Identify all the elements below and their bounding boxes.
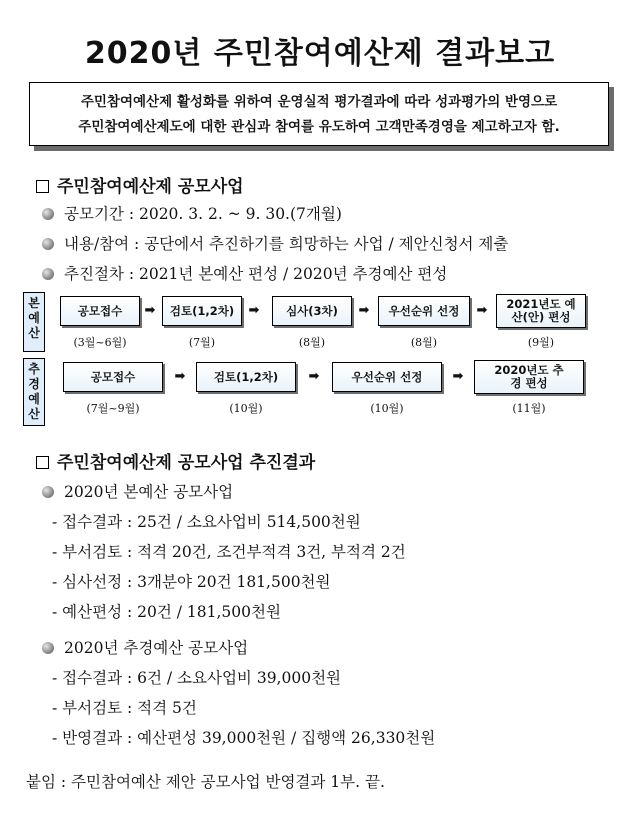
list-item: - 반영결과 : 예산편성 39,000천원 / 집행액 26,330천원 <box>52 729 436 747</box>
attachment-note: 붙임 : 주민참여예산 제안 공모사업 반영결과 1부. 끝. <box>26 773 385 791</box>
list-item: - 부서검토 : 적격 20건, 조건부적격 3건, 부적격 2건 <box>52 543 406 561</box>
flow-period: (3월~6월) <box>73 336 127 349</box>
list-item: - 예산편성 : 20건 / 181,500천원 <box>52 603 281 621</box>
list-item: - 접수결과 : 25건 / 소요사업비 514,500천원 <box>52 513 361 531</box>
bullet-text: 공모기간 : 2020. 3. 2. ~ 9. 30.(7개월) <box>64 205 342 223</box>
flow-step-label: 공모접수 <box>90 369 136 384</box>
flow-step <box>332 362 442 392</box>
summary-line-2: 주민참여예산제도에 대한 관심과 참여를 유도하여 고객만족경영을 제고하고자 함. <box>78 119 560 135</box>
bullet-item <box>42 636 248 658</box>
flow-period: (8월) <box>410 336 438 349</box>
flow-period: (10월) <box>370 402 404 415</box>
bullet-dot-icon <box>42 486 54 498</box>
flow-step-label: 2021년도 예산(안) 편성 <box>506 297 576 324</box>
page-title: 2020년 주민참여예산제 결과보고 <box>84 36 556 71</box>
bullet-dot-icon <box>42 238 54 250</box>
flow-step <box>63 362 163 392</box>
flow-period: (11월) <box>512 402 546 415</box>
flow-step <box>196 362 296 392</box>
arrow-right-icon: ➡ <box>358 303 370 318</box>
flow-step-label: 검토(1,2차) <box>169 303 235 318</box>
bullet-text: 2020년 본예산 공모사업 <box>64 483 234 501</box>
arrow-right-icon: ➡ <box>174 369 186 384</box>
flow-step-label: 우선순위 선정 <box>351 369 423 384</box>
flow-step-label: 2020년도 추경 편성 <box>494 363 564 390</box>
bullet-text: 내용/참여 : 공단에서 추진하기를 희망하는 사업 / 제안신청서 제출 <box>64 235 509 253</box>
flow-row-label-supp <box>23 358 45 426</box>
flow-row-label-main <box>23 292 45 352</box>
flow-period: (9월) <box>527 336 555 349</box>
bullet-item <box>42 202 342 224</box>
flow-period: (7월) <box>188 336 216 349</box>
flow-step <box>272 296 352 326</box>
flow-row-label-text: 본예산 <box>28 296 40 340</box>
flow-period: (8월) <box>298 336 326 349</box>
arrow-right-icon: ➡ <box>248 303 260 318</box>
bullet-dot-icon <box>42 208 54 220</box>
bullet-text: 2020년 추경예산 공모사업 <box>64 639 249 657</box>
flow-step-label: 우선순위 선정 <box>388 303 460 318</box>
checkbox-square-icon <box>36 456 49 469</box>
bullet-item <box>42 232 508 254</box>
section-heading-2 <box>36 448 315 473</box>
flow-row-label-text: 추경예산 <box>28 362 40 421</box>
flow-period: (7월~9월) <box>86 402 140 415</box>
bullet-item <box>42 480 233 502</box>
flow-step <box>474 360 584 394</box>
flow-step-label: 공모접수 <box>77 303 123 318</box>
bullet-dot-icon <box>42 642 54 654</box>
section-heading-1-text: 주민참여예산제 공모사업 <box>57 177 244 197</box>
flow-step <box>378 296 470 326</box>
summary-line-1: 주민참여예산제 활성화를 위하여 운영실적 평가결과에 따라 성과평가의 반영으로 <box>80 94 558 110</box>
list-item: - 심사선정 : 3개분야 20건 181,500천원 <box>52 573 331 591</box>
arrow-right-icon: ➡ <box>476 303 488 318</box>
list-item: - 부서검토 : 적격 5건 <box>52 699 197 717</box>
arrow-right-icon: ➡ <box>308 369 320 384</box>
summary-box <box>29 82 609 146</box>
bullet-text: 추진절차 : 2021년 본예산 편성 / 2020년 추경예산 편성 <box>64 265 448 283</box>
flow-step <box>496 294 586 328</box>
flow-step <box>162 296 242 326</box>
flow-step <box>60 296 140 326</box>
flow-period: (10월) <box>229 402 263 415</box>
bullet-dot-icon <box>42 268 54 280</box>
section-heading-1 <box>36 172 244 197</box>
flow-step-label: 심사(3차) <box>286 303 338 318</box>
checkbox-square-icon <box>36 180 49 193</box>
flow-step-label: 검토(1,2차) <box>213 369 279 384</box>
list-item: - 접수결과 : 6건 / 소요사업비 39,000천원 <box>52 669 342 687</box>
arrow-right-icon: ➡ <box>144 303 156 318</box>
section-heading-2-text: 주민참여예산제 공모사업 추진결과 <box>57 453 316 473</box>
bullet-item <box>42 262 447 284</box>
arrow-right-icon: ➡ <box>452 369 464 384</box>
